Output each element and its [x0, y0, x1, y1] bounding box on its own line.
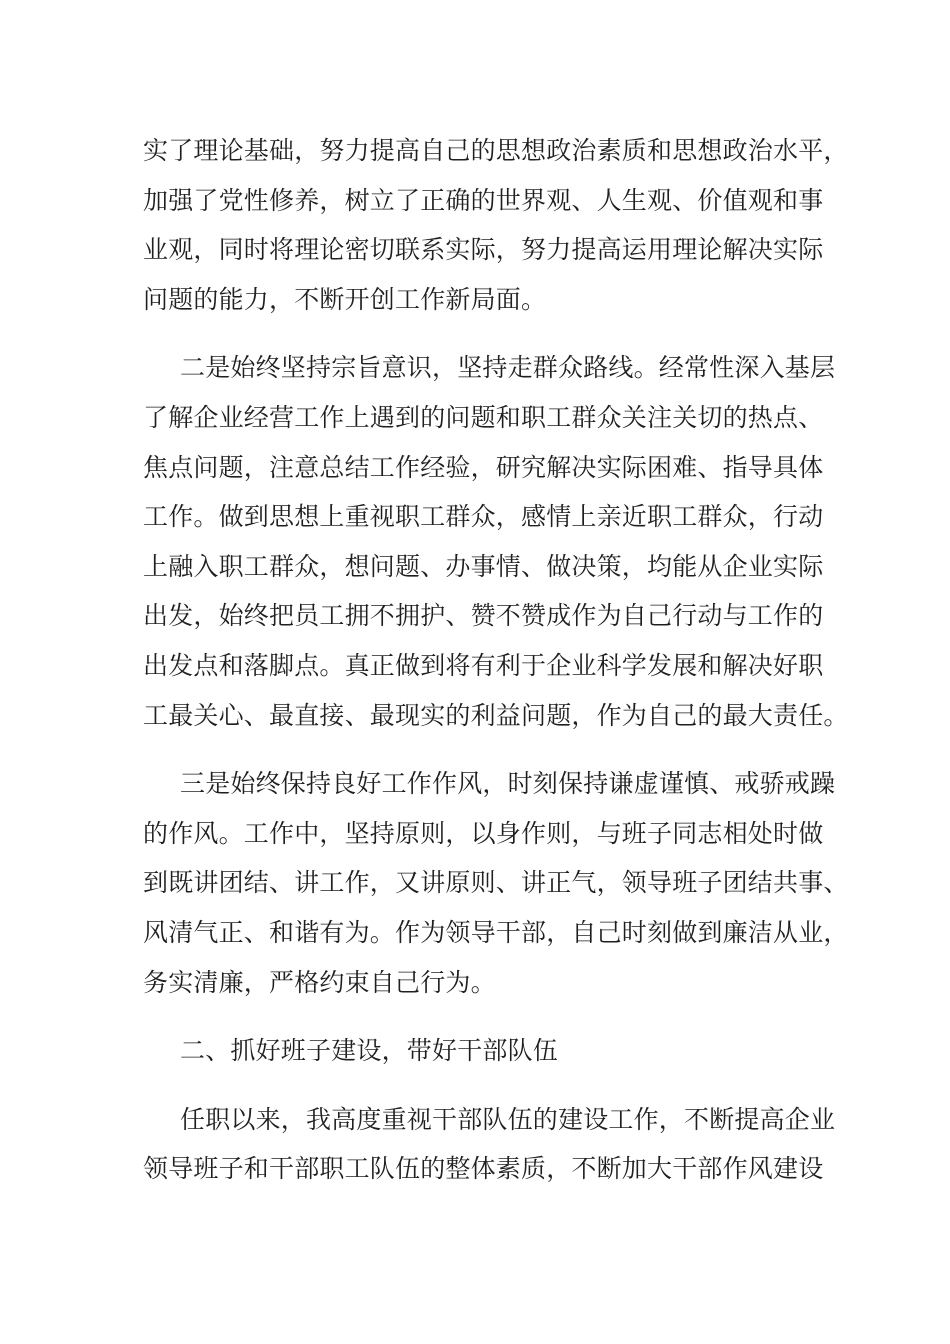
text-line: 问题的能力，不断开创工作新局面。	[143, 284, 547, 314]
section-heading-text: 二、抓好班子建设，带好干部队伍	[180, 1036, 559, 1066]
text-line: 出发，始终把员工拥不拥护、赞不赞成作为自己行动与工作的	[143, 601, 824, 631]
paragraph-theory-foundation	[143, 126, 849, 324]
document-body	[143, 126, 849, 1194]
text-line: 到既讲团结、讲工作，又讲原则、讲正气，领导班子团结共事、	[143, 868, 849, 898]
text-line: 工作。做到思想上重视职工群众，感情上亲近职工群众，行动	[143, 502, 824, 532]
paragraph-team-building	[143, 1095, 836, 1194]
section-heading	[143, 1026, 807, 1076]
paragraph-work-style	[143, 759, 849, 1007]
text-line: 领导班子和干部职工队伍的整体素质，不断加大干部作风建设	[143, 1154, 824, 1184]
text-line: 工最关心、最直接、最现实的利益问题，作为自己的最大责任。	[143, 700, 849, 730]
text-line: 实了理论基础，努力提高自己的思想政治素质和思想政治水平，	[143, 136, 849, 165]
text-line: 出发点和落脚点。真正做到将有利于企业科学发展和解决好职	[143, 650, 824, 680]
text-line: 务实清廉，严格约束自己行为。	[143, 967, 496, 997]
text-line: 焦点问题，注意总结工作经验，研究解决实际困难、指导具体	[143, 452, 824, 482]
text-line: 风清气正、和谐有为。作为领导干部，自己时刻做到廉洁从业，	[143, 917, 849, 947]
text-line: 的作风。工作中，坚持原则，以身作则，与班子同志相处时做	[143, 818, 824, 848]
paragraph-purpose-awareness	[143, 343, 849, 740]
text-line: 了解企业经营工作上遇到的问题和职工群众关注关切的热点、	[143, 402, 824, 432]
text-line: 业观，同时将理论密切联系实际，努力提高运用理论解决实际	[143, 235, 824, 265]
text-line: 上融入职工群众，想问题、办事情、做决策，均能从企业实际	[143, 551, 824, 581]
text-line: 加强了党性修养，树立了正确的世界观、人生观、价值观和事	[143, 185, 824, 215]
text-line-indented: 任职以来，我高度重视干部队伍的建设工作，不断提高企业	[180, 1104, 836, 1134]
text-line-indented: 三是始终保持良好工作作风，时刻保持谦虚谨慎、戒骄戒躁	[180, 769, 836, 799]
text-line-indented: 二是始终坚持宗旨意识，坚持走群众路线。经常性深入基层	[180, 353, 836, 383]
